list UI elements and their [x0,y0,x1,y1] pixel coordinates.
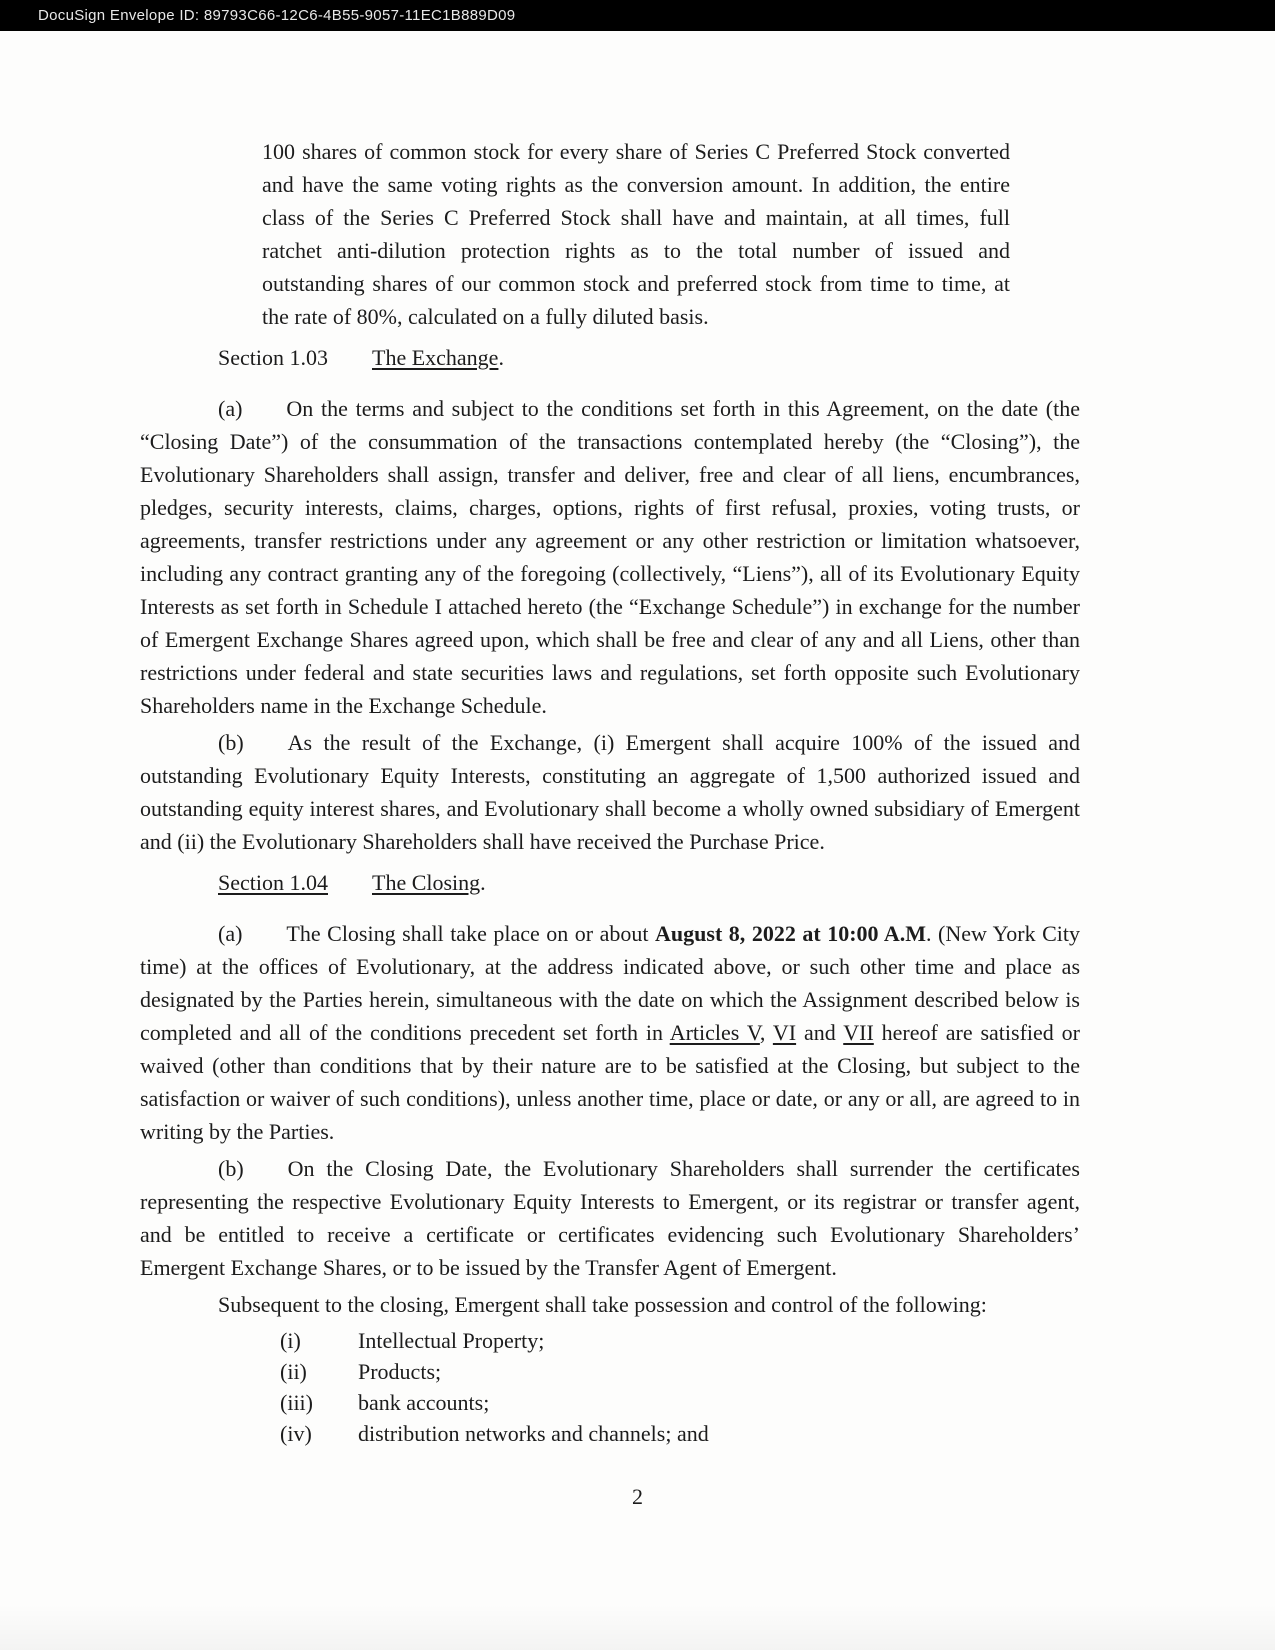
text-run: On the terms and subject to the conditions set forth in this Agreement, on the date (the “Closing Date”) of the consummation of the transactions contemplated hereby (the “Closing”), the Evolutionary Shareholders shall assign, transfer and deliver, free and clear of all liens, encumbrances, pledges, security interests, claims, charges, options, rights of first refusal, proxies, voting trusts, or agreements, transfer restrictions under any agreement or any other restriction or limitation whatsoever, including any contract granting any of the foregoing (collectively, “Liens”), all of its Evolutionary Equity Interests as set forth in Schedule I attached hereto (the “Exchange Schedule”) in exchange for the number of Emergent Exchange Shares agreed upon, which shall be free and clear of any and all Liens, other than restrictions under federal and state securities laws and regulations, set forth opposite such Evolutionary Shareholders name in the Exchange Schedule. [140,396,1080,718]
paragraph-1-03-b [140,726,1080,858]
section-1-04-heading [140,866,1080,899]
list-marker: (iii) [280,1390,313,1415]
text-run: Intellectual Property; [358,1328,545,1353]
text-run: distribution networks and channels; and [358,1421,709,1446]
document-blocks [140,135,1080,1449]
text-run: hereof are satisfied or waived (other than conditions that by their nature are to be satisfied at the Closing, but subject to the satisfaction or waiver of such conditions), unless another time, place or date, or any or all, are agreed to in writing by the Parties. [140,1020,1080,1144]
section-number: Section 1.04 [218,870,328,895]
text-run: Subsequent to the closing, Emergent shall take possession and control of the following: [218,1292,987,1317]
docusign-header-bar [0,0,1275,31]
scan-edge-shading [0,1604,1275,1650]
text-run: and [796,1020,844,1045]
text-run: The Closing shall take place on or about [286,921,656,946]
text-run: 100 shares of common stock for every share of Series C Preferred Stock converted and have the same voting rights as the conversion amount. In addition, the entire class of the Series C Preferred Stock shall have and maintain, at all times, full ratchet anti-dilution protection rights as to the total number of issued and outstanding shares of our common stock and preferred stock from time to time, at the rate of 80%, calculated on a fully diluted basis. [262,139,1010,329]
text-run: Articles V [669,1020,760,1045]
paragraph-label: (b) [218,1156,244,1181]
subsequent-paragraph [140,1288,1080,1321]
text-run: VII [843,1020,874,1045]
list-item-text [358,1325,544,1356]
section-title: The Exchange [372,345,499,370]
text-run: , [759,1020,773,1045]
text-run: Products; [358,1359,442,1384]
section-number: Section 1.03 [218,345,328,370]
list-marker: (ii) [280,1359,307,1384]
text-run: . [480,870,486,895]
paragraph-label: (b) [218,730,244,755]
list-item-text [358,1356,441,1387]
list-item-iii [280,1387,1080,1418]
closing-datetime: August 8, 2022 at 10:00 A.M [655,921,926,946]
list-item-text [358,1418,709,1449]
page-number: 2 [632,1484,643,1509]
text-run: . [498,345,504,370]
text-run: As the result of the Exchange, (i) Emergent shall acquire 100% of the issued and outstanding Evolutionary Equity Interests, constituting an aggregate of 1,500 authorized issued and outstanding equity interest shares, and Evolutionary shall become a wholly owned subsidiary of Emergent and (ii) the Evolutionary Shareholders shall have received the Purchase Price. [140,730,1080,854]
paragraph-1-03-a [140,392,1080,722]
text-run: bank accounts; [358,1390,490,1415]
paragraph-1-04-b [140,1152,1080,1284]
docusign-envelope-id: DocuSign Envelope ID: 89793C66-12C6-4B55-9057-11EC1B889D09 [38,7,516,24]
list-item-i [280,1325,1080,1356]
list-item-ii [280,1356,1080,1387]
paragraph-label: (a) [218,396,243,421]
text-run: . (New York City time) at the offices of Evolutionary, at the address indicated above, or such other time and place as designated by the Parties herein, simultaneous with the date on which the Assignment described below is completed and all of the conditions precedent set forth in [140,921,1080,1045]
paragraph-1-04-a [140,917,1080,1148]
list-item-text [358,1387,489,1418]
list-marker: (iv) [280,1421,312,1446]
text-run: VI [772,1020,797,1045]
list-item-iv [280,1418,1080,1449]
continuation-paragraph [262,135,1010,333]
list-marker: (i) [280,1328,301,1353]
section-title: The Closing [372,870,481,895]
section-1-03-heading [140,341,1080,374]
text-run: On the Closing Date, the Evolutionary Shareholders shall surrender the certificates representing the respective Evolutionary Equity Interests to Emergent, or its registrar or transfer agent, and be entitled to receive a certificate or certificates evidencing such Evolutionary Shareholders’ Emergent Exchange Shares, or to be issued by the Transfer Agent of Emergent. [140,1156,1080,1280]
paragraph-label: (a) [218,921,243,946]
